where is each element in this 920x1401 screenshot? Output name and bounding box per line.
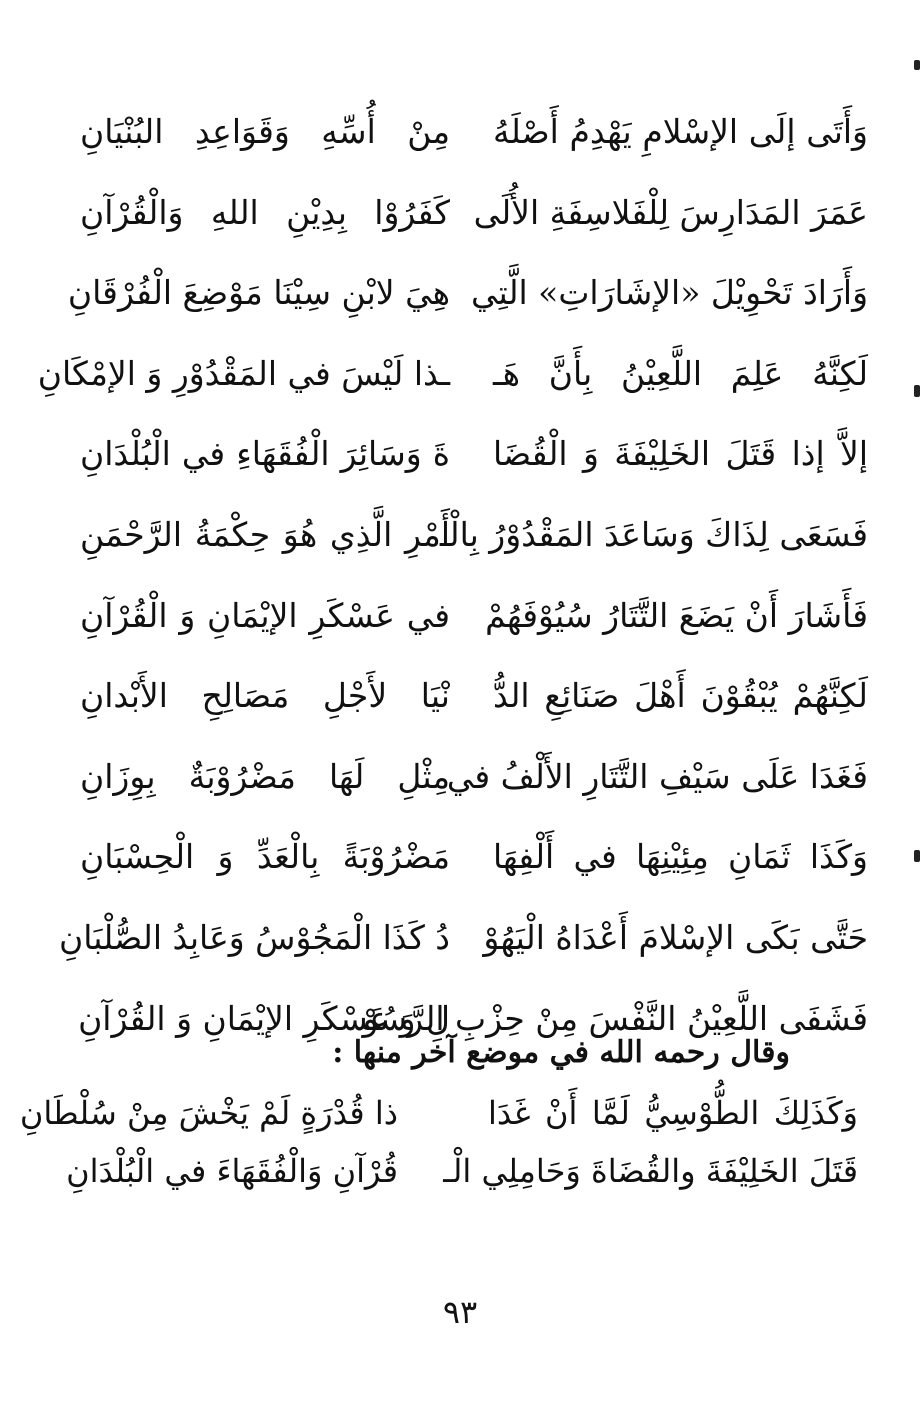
verse-first-hemistich: وَأَتَى إلَى الإسْلامِ يَهْدِمُ أَصْلَهُ	[493, 112, 868, 151]
verse-line	[0, 177, 920, 258]
verse-second-hemistich: أَمْرِ الَّذِي هُوَ حِكْمَةُ الرَّحْمَنِ	[80, 514, 450, 554]
verse-line	[0, 338, 920, 419]
verse-second-hemistich: دُ كَذَا الْمَجُوْسُ وَعَابِدُ الصُّلْبَانِ	[59, 917, 450, 957]
verse-line	[0, 741, 920, 822]
verse-first-hemistich: إلاَّ إذا قَتَلَ الخَلِيْفَةَ وَ الْقُضَا	[493, 434, 868, 474]
verse-first-hemistich: فَشَفَى اللَّعِيْنُ النَّفْسَ مِنْ حِزْبِ الرَّسُوْ	[362, 998, 868, 1038]
verse-line	[0, 96, 920, 177]
verse-first-hemistich: حَتَّى بَكَى الإسْلامَ أَعْدَاهُ الْيَهُوْ	[483, 917, 868, 957]
verse-second-hemistich: مَضْرُوْبَةً بِالْعَدِّ وَ الْحِسْبَانِ	[80, 837, 450, 877]
verse-first-hemistich: فَسَعَى لِذَاكَ وَسَاعَدَ المَقْدُوْرُ بِالْـ	[439, 514, 868, 554]
verse-second-hemistich: ـذا لَيْسَ في المَقْدُوْرِ وَ الإمْكَانِ	[37, 353, 450, 393]
verse-line	[0, 1086, 920, 1144]
verse-line	[0, 821, 920, 902]
verse-line	[0, 902, 920, 983]
verse-first-hemistich: فَأَشَارَ أَنْ يَضَعَ التَّتَارُ سُيُوْفَهُمْ	[485, 595, 868, 635]
verse-first-hemistich: لَكِنَّهُ عَلِمَ اللَّعِيْنُ بِأَنَّ هَـ	[493, 353, 868, 393]
binding-edge-mark	[914, 385, 920, 397]
verse-second-hemistich: هِيَ لابْنِ سِيْنَا مَوْضِعَ الْفُرْقَانِ	[67, 273, 450, 313]
verse-second-hemistich: مِثْلِ لَهَا مَضْرُوْبَةٌ بِوِزَانِ	[80, 756, 450, 796]
verse-second-hemistich: لِ وَ عَسْكَرِ الإيْمَانِ وَ القُرْآنِ	[78, 998, 450, 1038]
verse-first-hemistich: قَتَلَ الخَلِيْفَةَ والقُضَاةَ وَحَامِلِي الْـ	[443, 1152, 858, 1190]
verse-line	[0, 1144, 920, 1202]
verse-second-hemistich: نْيَا لأَجْلِ مَصَالِحِ الأَبْدانِ	[80, 676, 450, 716]
page-number: ٩٣	[442, 1293, 478, 1331]
verse-second-hemistich: قُرْآنِ وَالْفُقَهَاءَ في الْبُلْدَانِ	[66, 1152, 398, 1190]
verse-line	[0, 660, 920, 741]
verse-first-hemistich: وَأَرَادَ تَحْوِيْلَ «الإشَارَاتِ» الَّتِي	[470, 273, 868, 313]
verse-second-hemistich: كَفَرُوْا بِدِيْنِ اللهِ وَالْقُرْآنِ	[80, 192, 450, 232]
poem-verses-second	[0, 1086, 920, 1202]
verse-line	[0, 257, 920, 338]
section-heading: وقال رحمه الله في موضع آخر منها :	[332, 1035, 790, 1070]
verse-second-hemistich: مِنْ أُسِّهِ وَقَوَاعِدِ البُنْيَانِ	[80, 112, 450, 151]
verse-second-hemistich: ةَ وَسَائِرَ الْفُقَهَاءِ في الْبُلْدَانِ	[80, 434, 450, 474]
verse-line	[0, 418, 920, 499]
verse-line	[0, 580, 920, 661]
verse-line	[0, 499, 920, 580]
verse-first-hemistich: فَغَدَا عَلَى سَيْفِ التَّتَارِ الأَلْفُ في	[446, 756, 868, 796]
binding-edge-mark	[914, 850, 920, 862]
verse-second-hemistich: ذا قُدْرَةٍ لَمْ يَخْشَ مِنْ سُلْطَانِ	[19, 1094, 398, 1132]
binding-edge-mark	[914, 60, 920, 70]
verse-first-hemistich: وَكَذَا ثَمَانِ مِئِيْنِهَا في أَلْفِهَا	[493, 837, 868, 877]
verse-first-hemistich: عَمَرَ المَدَارِسَ لِلْفَلاسِفَةِ الأُلَى	[473, 192, 868, 232]
verse-first-hemistich: لَكِنَّهُمْ يُبْقُوْنَ أَهْلَ صَنَائِعِ الدُّ	[493, 676, 868, 716]
verse-second-hemistich: في عَسْكَرِ الإيْمَانِ وَ الْقُرْآنِ	[80, 595, 450, 635]
verse-first-hemistich: وَكَذَلِكَ الطُّوْسِيُّ لَمَّا أَنْ غَدَا	[488, 1094, 858, 1132]
poem-verses	[0, 96, 920, 1063]
